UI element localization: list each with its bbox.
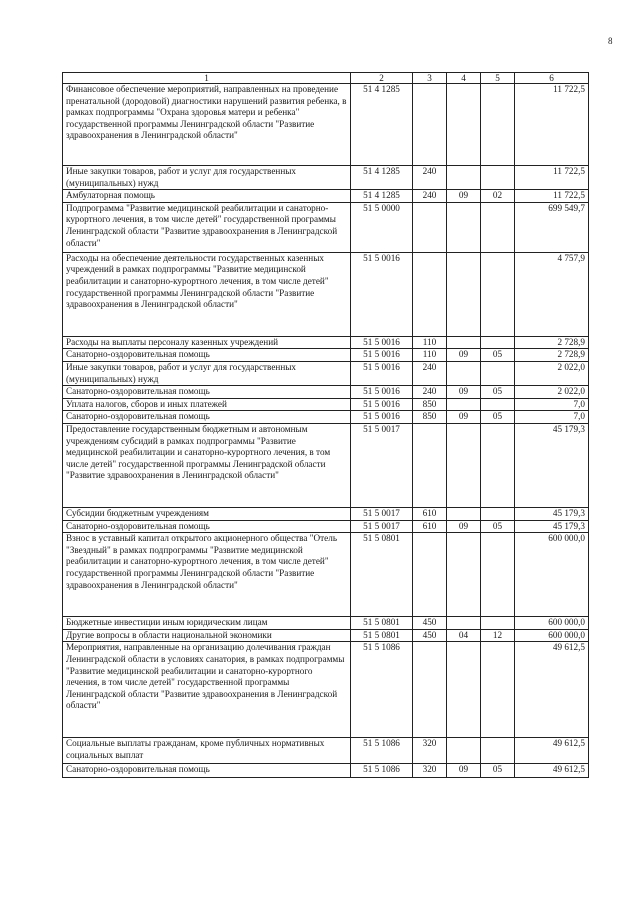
row-amount-cell: 11 722,5	[515, 190, 589, 203]
row-amount-cell: 11 722,5	[515, 84, 589, 166]
row-expense-type-cell: 610	[413, 507, 447, 520]
table-row	[63, 764, 589, 778]
row-subsection-cell: 05	[481, 764, 515, 778]
table-row	[63, 166, 589, 190]
row-amount-cell: 600 000,0	[515, 617, 589, 630]
row-amount-cell: 7,0	[515, 398, 589, 411]
row-section-cell: 09	[447, 520, 481, 533]
row-name-cell: Подпрограмма "Развитие медицинской реабилитации и санаторно-курортного лечения, в том числе детей" государственной программы Ленинградской области "Развитие здравоохранения в Ленинградской области"	[63, 202, 351, 252]
row-amount-cell: 4 757,9	[515, 252, 589, 336]
row-amount-cell: 699 549,7	[515, 202, 589, 252]
row-name-cell: Санаторно-оздоровительная помощь	[63, 386, 351, 399]
header-cell: 4	[447, 73, 481, 84]
row-code-cell: 51 5 0017	[351, 507, 413, 520]
table-row	[63, 336, 589, 349]
row-expense-type-cell: 240	[413, 361, 447, 385]
row-code-cell: 51 5 1086	[351, 642, 413, 738]
row-section-cell	[447, 507, 481, 520]
row-subsection-cell	[481, 202, 515, 252]
row-code-cell: 51 5 0801	[351, 533, 413, 617]
row-name-cell: Социальные выплаты гражданам, кроме публичных нормативных социальных выплат	[63, 738, 351, 764]
row-name-cell: Предоставление государственным бюджетным и автономным учреждениям субсидий в рамках подпрограммы "Развитие медицинской реабилитации и санаторно-курортного лечения, в том числе детей" государственной программы Ленинградской области "Развитие здравоохранения в Ленинградской области"	[63, 423, 351, 507]
row-subsection-cell: 05	[481, 349, 515, 362]
row-code-cell: 51 5 0016	[351, 252, 413, 336]
row-subsection-cell	[481, 166, 515, 190]
row-amount-cell: 2 022,0	[515, 361, 589, 385]
row-section-cell: 09	[447, 764, 481, 778]
row-code-cell: 51 5 0016	[351, 398, 413, 411]
header-cell: 2	[351, 73, 413, 84]
table-row	[63, 423, 589, 507]
row-amount-cell: 11 722,5	[515, 166, 589, 190]
row-name-cell: Иные закупки товаров, работ и услуг для государственных (муниципальных) нужд	[63, 361, 351, 385]
table-row	[63, 507, 589, 520]
row-section-cell	[447, 533, 481, 617]
row-subsection-cell	[481, 642, 515, 738]
header-cell: 3	[413, 73, 447, 84]
row-amount-cell: 2 728,9	[515, 336, 589, 349]
row-section-cell: 09	[447, 349, 481, 362]
row-code-cell: 51 5 0801	[351, 617, 413, 630]
row-subsection-cell	[481, 336, 515, 349]
row-amount-cell: 49 612,5	[515, 764, 589, 778]
row-expense-type-cell: 850	[413, 411, 447, 424]
row-code-cell: 51 5 0801	[351, 629, 413, 642]
table-row	[63, 349, 589, 362]
row-subsection-cell	[481, 398, 515, 411]
table-row	[63, 398, 589, 411]
row-amount-cell: 49 612,5	[515, 738, 589, 764]
row-code-cell: 51 4 1285	[351, 166, 413, 190]
row-name-cell: Мероприятия, направленные на организацию долечивания граждан Ленинградской области в условиях санатория, в рамках подпрограммы "Развитие медицинской реабилитации и санаторно-курортного лечения, в том числе детей" государственной программы Ленинградской области "Развитие здравоохранения в Ленинградской области"	[63, 642, 351, 738]
row-name-cell: Взнос в уставный капитал открытого акционерного общества "Отель "Звездный" в рамках подпрограммы "Развитие медицинской реабилитации и санаторно-курортного лечения, в том числе детей" государственной программы Ленинградской области "Развитие здравоохранения в Ленинградской области"	[63, 533, 351, 617]
row-expense-type-cell: 450	[413, 617, 447, 630]
header-cell: 1	[63, 73, 351, 84]
row-code-cell: 51 5 1086	[351, 738, 413, 764]
row-expense-type-cell: 320	[413, 764, 447, 778]
table-row	[63, 202, 589, 252]
row-amount-cell: 49 612,5	[515, 642, 589, 738]
header-row	[63, 73, 589, 84]
table-row	[63, 520, 589, 533]
row-name-cell: Расходы на обеспечение деятельности государственных казенных учреждений в рамках подпрограммы "Развитие медицинской реабилитации и санаторно-курортного лечения, в том числе детей" государственной программы Ленинградской области "Развитие здравоохранения в Ленинградской области"	[63, 252, 351, 336]
table-row	[63, 629, 589, 642]
table-row	[63, 411, 589, 424]
row-name-cell: Финансовое обеспечение мероприятий, направленных на проведение пренатальной (дородовой) диагностики нарушений развития ребенка, в рамках подпрограммы "Охрана здоровья матери и ребенка" государственной программы Ленинградской области "Развитие здравоохранения в Ленинградской области"	[63, 84, 351, 166]
table-row	[63, 361, 589, 385]
row-expense-type-cell	[413, 202, 447, 252]
row-expense-type-cell	[413, 533, 447, 617]
row-code-cell: 51 5 0016	[351, 386, 413, 399]
row-expense-type-cell: 850	[413, 398, 447, 411]
row-name-cell: Санаторно-оздоровительная помощь	[63, 349, 351, 362]
row-expense-type-cell: 110	[413, 349, 447, 362]
table-row	[63, 738, 589, 764]
row-amount-cell: 2 022,0	[515, 386, 589, 399]
row-amount-cell: 600 000,0	[515, 629, 589, 642]
row-expense-type-cell	[413, 84, 447, 166]
row-code-cell: 51 5 0017	[351, 520, 413, 533]
row-subsection-cell	[481, 533, 515, 617]
row-code-cell: 51 5 0016	[351, 349, 413, 362]
row-section-cell	[447, 252, 481, 336]
row-expense-type-cell: 610	[413, 520, 447, 533]
row-expense-type-cell: 450	[413, 629, 447, 642]
row-section-cell	[447, 738, 481, 764]
row-section-cell	[447, 398, 481, 411]
row-name-cell: Иные закупки товаров, работ и услуг для государственных (муниципальных) нужд	[63, 166, 351, 190]
row-name-cell: Санаторно-оздоровительная помощь	[63, 764, 351, 778]
row-name-cell: Санаторно-оздоровительная помощь	[63, 411, 351, 424]
row-amount-cell: 45 179,3	[515, 423, 589, 507]
row-name-cell: Субсидии бюджетным учреждениям	[63, 507, 351, 520]
row-subsection-cell	[481, 617, 515, 630]
row-expense-type-cell: 320	[413, 738, 447, 764]
row-section-cell	[447, 336, 481, 349]
table-row	[63, 533, 589, 617]
row-expense-type-cell: 240	[413, 166, 447, 190]
row-code-cell: 51 4 1285	[351, 190, 413, 203]
row-code-cell: 51 5 1086	[351, 764, 413, 778]
row-amount-cell: 45 179,3	[515, 507, 589, 520]
row-subsection-cell: 05	[481, 386, 515, 399]
budget-table	[62, 72, 589, 778]
row-code-cell: 51 5 0016	[351, 336, 413, 349]
table-row	[63, 386, 589, 399]
row-name-cell: Расходы на выплаты персоналу казенных учреждений	[63, 336, 351, 349]
row-subsection-cell	[481, 738, 515, 764]
row-name-cell: Санаторно-оздоровительная помощь	[63, 520, 351, 533]
row-section-cell	[447, 617, 481, 630]
table-row	[63, 252, 589, 336]
header-cell: 6	[515, 73, 589, 84]
row-section-cell	[447, 84, 481, 166]
row-name-cell: Амбулаторная помощь	[63, 190, 351, 203]
row-section-cell: 04	[447, 629, 481, 642]
row-expense-type-cell: 110	[413, 336, 447, 349]
row-subsection-cell	[481, 84, 515, 166]
row-amount-cell: 2 728,9	[515, 349, 589, 362]
row-name-cell: Уплата налогов, сборов и иных платежей	[63, 398, 351, 411]
row-expense-type-cell: 240	[413, 190, 447, 203]
table-row	[63, 617, 589, 630]
row-section-cell	[447, 642, 481, 738]
row-subsection-cell: 12	[481, 629, 515, 642]
row-section-cell: 09	[447, 386, 481, 399]
page-number: 8	[608, 36, 613, 46]
row-section-cell: 09	[447, 411, 481, 424]
row-expense-type-cell	[413, 423, 447, 507]
row-code-cell: 51 5 0000	[351, 202, 413, 252]
table-row	[63, 642, 589, 738]
row-code-cell: 51 5 0016	[351, 411, 413, 424]
row-section-cell	[447, 361, 481, 385]
row-subsection-cell	[481, 252, 515, 336]
row-name-cell: Другие вопросы в области национальной экономики	[63, 629, 351, 642]
row-section-cell	[447, 166, 481, 190]
row-expense-type-cell	[413, 642, 447, 738]
table-row	[63, 84, 589, 166]
row-expense-type-cell: 240	[413, 386, 447, 399]
row-expense-type-cell	[413, 252, 447, 336]
header-cell: 5	[481, 73, 515, 84]
row-code-cell: 51 5 0016	[351, 361, 413, 385]
row-name-cell: Бюджетные инвестиции иным юридическим лицам	[63, 617, 351, 630]
row-subsection-cell	[481, 423, 515, 507]
row-section-cell	[447, 202, 481, 252]
row-section-cell	[447, 423, 481, 507]
table-row	[63, 190, 589, 203]
row-section-cell: 09	[447, 190, 481, 203]
row-code-cell: 51 5 0017	[351, 423, 413, 507]
row-subsection-cell: 05	[481, 411, 515, 424]
row-subsection-cell	[481, 507, 515, 520]
row-amount-cell: 7,0	[515, 411, 589, 424]
row-amount-cell: 45 179,3	[515, 520, 589, 533]
row-code-cell: 51 4 1285	[351, 84, 413, 166]
row-subsection-cell: 05	[481, 520, 515, 533]
row-subsection-cell: 02	[481, 190, 515, 203]
row-subsection-cell	[481, 361, 515, 385]
row-amount-cell: 600 000,0	[515, 533, 589, 617]
